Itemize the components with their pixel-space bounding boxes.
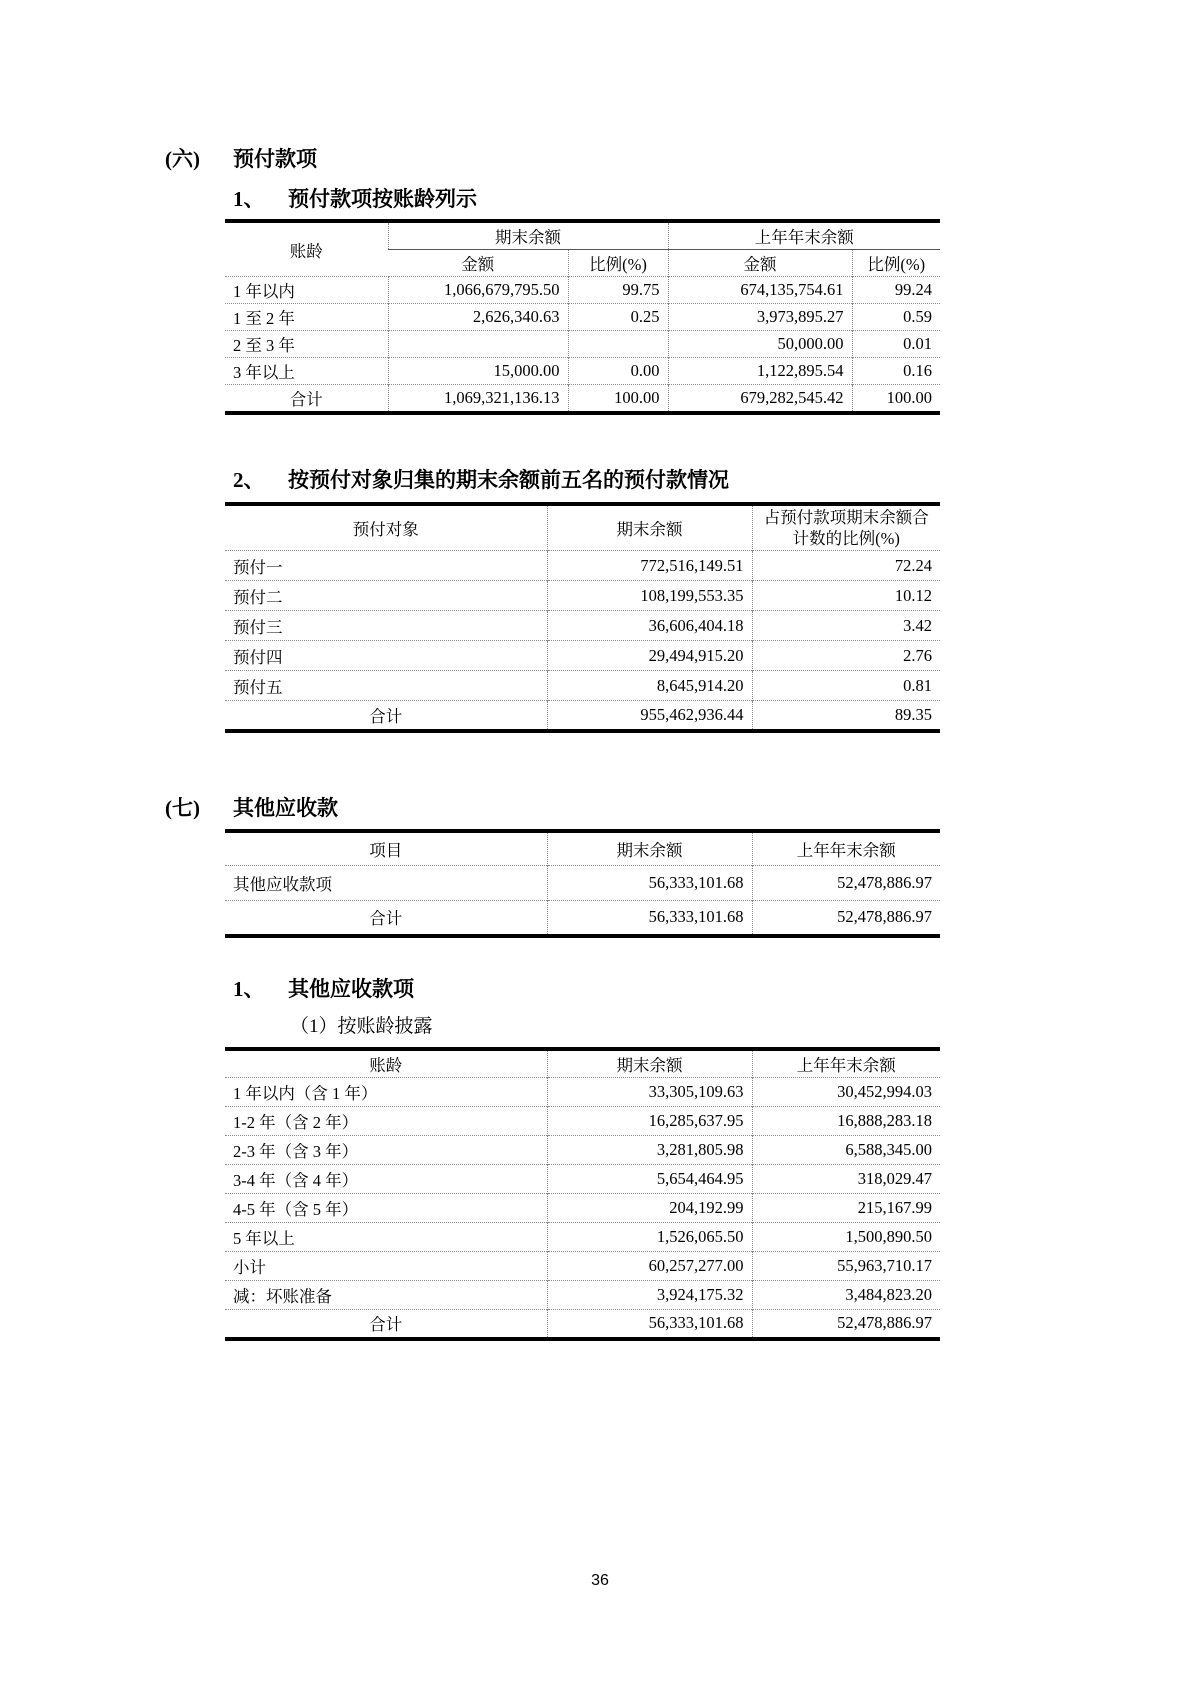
amount-cell: 29,494,915.20 xyxy=(547,641,752,671)
ratio-cell xyxy=(568,331,668,358)
amount-cell: 318,029.47 xyxy=(752,1165,940,1194)
amount-cell: 3,924,175.32 xyxy=(547,1281,752,1310)
amount-cell: 60,257,277.00 xyxy=(547,1252,752,1281)
amount-cell: 56,333,101.68 xyxy=(547,866,752,901)
col-header-ending-balance: 期末余额 xyxy=(547,504,752,551)
amount-cell: 3,973,895.27 xyxy=(668,304,852,331)
amount-cell: 204,192.99 xyxy=(547,1194,752,1223)
page-number: 36 xyxy=(591,1572,609,1589)
ratio-cell: 99.75 xyxy=(568,277,668,304)
amount-cell: 52,478,886.97 xyxy=(752,1310,940,1339)
amount-cell: 36,606,404.18 xyxy=(547,611,752,641)
table-row xyxy=(225,551,940,581)
header-row xyxy=(225,831,940,866)
amount-cell: 679,282,545.42 xyxy=(668,385,852,414)
amount-cell: 52,478,886.97 xyxy=(752,901,940,936)
amount-cell: 56,333,101.68 xyxy=(547,1310,752,1339)
row-label-cell: 减：坏账准备 xyxy=(225,1281,547,1310)
col-header-ending-balance: 期末余额 xyxy=(547,831,752,866)
amount-cell: 50,000.00 xyxy=(668,331,852,358)
amount-cell: 8,645,914.20 xyxy=(547,671,752,701)
table-row xyxy=(225,866,940,901)
other-receivables-summary-table xyxy=(225,829,940,938)
ratio-cell: 0.81 xyxy=(752,671,940,701)
prepayments-top5-table xyxy=(225,502,940,733)
row-label-cell: 3 年以上 xyxy=(225,358,388,385)
section-6-heading xyxy=(165,146,1200,172)
row-label-cell: 1 年以内（含 1 年） xyxy=(225,1078,547,1107)
table-row xyxy=(225,1165,940,1194)
amount-cell: 108,199,553.35 xyxy=(547,581,752,611)
col-header-ending-balance: 期末余额 xyxy=(388,221,668,250)
amount-cell: 1,526,065.50 xyxy=(547,1223,752,1252)
row-label-cell: 1-2 年（含 2 年） xyxy=(225,1107,547,1136)
ratio-cell: 100.00 xyxy=(852,385,940,414)
amount-cell: 16,285,637.95 xyxy=(547,1107,752,1136)
amount-cell: 955,462,936.44 xyxy=(547,701,752,731)
section-7-sub-1-heading xyxy=(233,976,1200,1002)
ratio-cell: 3.42 xyxy=(752,611,940,641)
col-header-object: 预付对象 xyxy=(352,520,419,539)
amount-cell: 15,000.00 xyxy=(388,358,568,385)
table-row xyxy=(225,671,940,701)
ratio-cell: 0.00 xyxy=(568,358,668,385)
section-6-sub-2-title: 按预付对象归集的期末余额前五名的预付款情况 xyxy=(288,468,729,492)
section-6-sub-2-heading xyxy=(233,467,1200,493)
amount-cell: 33,305,109.63 xyxy=(547,1078,752,1107)
amount-cell: 215,167.99 xyxy=(752,1194,940,1223)
total-label-cell: 合计 xyxy=(225,901,547,936)
total-row xyxy=(225,1310,940,1339)
row-label-cell: 预付三 xyxy=(225,611,547,641)
col-header-prior-balance: 上年年末余额 xyxy=(752,1049,940,1078)
col-header-item: 项目 xyxy=(369,840,403,860)
other-receivables-aging-table xyxy=(225,1047,940,1341)
amount-cell: 16,888,283.18 xyxy=(752,1107,940,1136)
table-row xyxy=(225,581,940,611)
amount-cell: 56,333,101.68 xyxy=(547,901,752,936)
section-7-number: (七) xyxy=(165,795,200,820)
total-row xyxy=(225,901,940,936)
row-label-cell: 2 至 3 年 xyxy=(225,331,388,358)
row-label-cell: 3-4 年（含 4 年） xyxy=(225,1165,547,1194)
total-row xyxy=(225,385,940,414)
table-row xyxy=(225,358,940,385)
ratio-cell: 0.25 xyxy=(568,304,668,331)
col-header-amount: 金额 xyxy=(668,250,852,277)
table-row xyxy=(225,1281,940,1310)
amount-cell: 6,588,345.00 xyxy=(752,1136,940,1165)
amount-cell: 1,122,895.54 xyxy=(668,358,852,385)
aging-disclosure-subtitle: （1）按账龄披露 xyxy=(290,1015,433,1037)
amount-cell: 5,654,464.95 xyxy=(547,1165,752,1194)
table-row xyxy=(225,1136,940,1165)
amount-cell: 52,478,886.97 xyxy=(752,866,940,901)
ratio-cell: 89.35 xyxy=(752,701,940,731)
ratio-cell: 0.01 xyxy=(852,331,940,358)
total-label-cell: 合计 xyxy=(225,701,547,731)
table-row xyxy=(225,277,940,304)
ratio-cell: 10.12 xyxy=(752,581,940,611)
row-label-cell: 2-3 年（含 3 年） xyxy=(225,1136,547,1165)
table-row xyxy=(225,331,940,358)
section-6-sub-1-number: 1、 xyxy=(233,187,265,211)
row-label-cell: 5 年以上 xyxy=(225,1223,547,1252)
section-7-sub-1-title: 其他应收款项 xyxy=(288,976,414,1001)
amount-cell: 674,135,754.61 xyxy=(668,277,852,304)
row-label-cell: 预付四 xyxy=(225,641,547,671)
table-row xyxy=(225,1223,940,1252)
row-label-cell: 预付五 xyxy=(225,671,547,701)
section-6-sub-2-number: 2、 xyxy=(233,468,265,492)
col-header-amount: 金额 xyxy=(461,255,495,274)
row-label-cell: 1 年以内 xyxy=(225,277,388,304)
col-header-ratio: 占预付款项期末余额合计数的比例(%) xyxy=(752,504,940,551)
ratio-cell: 100.00 xyxy=(568,385,668,414)
header-row xyxy=(225,1049,940,1078)
section-6-sub-1-heading xyxy=(233,186,1200,212)
table-row xyxy=(225,1252,940,1281)
amount-cell: 55,963,710.17 xyxy=(752,1252,940,1281)
section-6-number: (六) xyxy=(165,147,200,171)
section-7-title: 其他应收款 xyxy=(233,795,338,820)
amount-cell: 30,452,994.03 xyxy=(752,1078,940,1107)
table-row xyxy=(225,304,940,331)
row-label-cell: 小计 xyxy=(225,1252,547,1281)
total-label-cell: 合计 xyxy=(225,385,388,414)
col-header-aging: 账龄 xyxy=(289,241,323,261)
col-header-prior-balance: 上年年末余额 xyxy=(668,221,940,250)
ratio-cell: 0.59 xyxy=(852,304,940,331)
row-label-cell: 4-5 年（含 5 年） xyxy=(225,1194,547,1223)
header-row-groups xyxy=(225,221,940,250)
row-label-cell: 预付二 xyxy=(225,581,547,611)
col-header-ending-balance: 期末余额 xyxy=(547,1049,752,1078)
table-row xyxy=(225,641,940,671)
amount-cell: 3,281,805.98 xyxy=(547,1136,752,1165)
ratio-cell: 99.24 xyxy=(852,277,940,304)
total-row xyxy=(225,701,940,731)
total-label-cell: 合计 xyxy=(225,1310,547,1339)
row-label-cell: 1 至 2 年 xyxy=(225,304,388,331)
amount-cell: 2,626,340.63 xyxy=(388,304,568,331)
header-row xyxy=(225,504,940,551)
table-row xyxy=(225,1107,940,1136)
amount-cell: 1,069,321,136.13 xyxy=(388,385,568,414)
ratio-cell: 2.76 xyxy=(752,641,940,671)
table-row xyxy=(225,611,940,641)
amount-cell: 1,066,679,795.50 xyxy=(388,277,568,304)
row-label-cell: 其他应收款项 xyxy=(225,866,547,901)
col-header-aging: 账龄 xyxy=(369,1055,403,1075)
table-row xyxy=(225,1194,940,1223)
section-7-heading xyxy=(165,795,1200,821)
col-header-ratio: 比例(%) xyxy=(568,250,668,277)
ratio-cell: 72.24 xyxy=(752,551,940,581)
amount-cell: 772,516,149.51 xyxy=(547,551,752,581)
col-header-ratio: 比例(%) xyxy=(852,250,940,277)
amount-cell: 3,484,823.20 xyxy=(752,1281,940,1310)
section-6-sub-1-title: 预付款项按账龄列示 xyxy=(288,187,477,211)
col-header-prior-balance: 上年年末余额 xyxy=(752,831,940,866)
row-label-cell: 预付一 xyxy=(225,551,547,581)
amount-cell xyxy=(388,331,568,358)
prepayments-aging-table xyxy=(225,219,940,415)
amount-cell: 1,500,890.50 xyxy=(752,1223,940,1252)
ratio-cell: 0.16 xyxy=(852,358,940,385)
section-6-title: 预付款项 xyxy=(233,147,317,171)
table-row xyxy=(225,1078,940,1107)
section-7-sub-1-number: 1、 xyxy=(233,976,265,1001)
